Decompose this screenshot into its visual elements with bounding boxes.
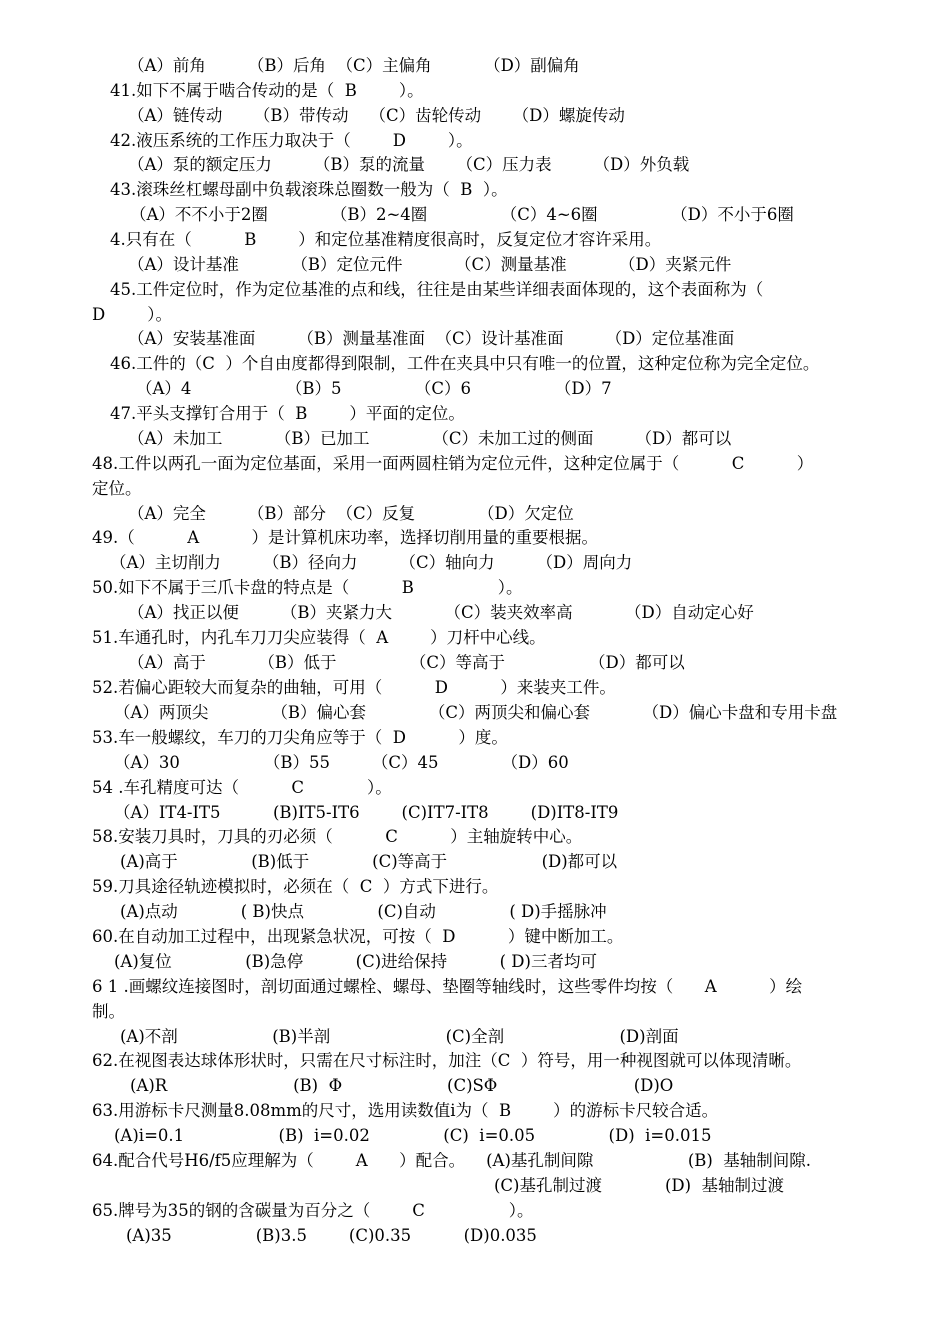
question-47: 47.平头支撑钉合用于（ B ）平面的定位。: [110, 404, 465, 423]
options-q42: （A）泵的额定压力 （B）泵的流量 （C）压力表 （D）外负载: [128, 155, 690, 174]
question-43: 43.滚珠丝杠螺母副中负载滚珠总圈数一般为（ B ）。: [110, 180, 508, 199]
question-60: 60.在自动加工过程中，出现紧急状况，可按（ D ）键中断加工。: [92, 927, 624, 946]
options-q51: （A）高于 （B）低于 （C）等高于 （D）都可以: [128, 653, 685, 672]
question-61-cont: 制。: [92, 1002, 125, 1021]
options-q47: （A）未加工 （B）已加工 （C）未加工过的侧面 （D）都可以: [128, 429, 732, 448]
question-63: 63.用游标卡尺测量8.08mm的尺寸，选用读数值i为（ B ）的游标卡尺较合适。: [92, 1101, 719, 1120]
options-q50: （A）找正以便 （B）夹紧力大 （C）装夹效率高 （D）自动定心好: [128, 603, 754, 622]
options-q46: （A）4 （B）5 （C）6 （D）7: [136, 379, 612, 398]
question-41: 41.如下不属于啮合传动的是（ B ）。: [110, 81, 424, 100]
options-q60: (A)复位 (B)急停 (C)进给保持 ( D)三者均可: [114, 952, 597, 971]
options-q40: （A）前角 （B）后角 （C）主偏角 （D）副偏角: [128, 56, 580, 75]
options-q58: (A)高于 (B)低于 (C)等高于 (D)都可以: [120, 852, 618, 871]
question-45: 45.工件定位时，作为定位基准的点和线，往往是由某些详细表面体现的，这个表面称为（: [110, 280, 764, 299]
question-42: 42.液压系统的工作压力取决于（ D ）。: [110, 131, 473, 150]
options-q43: （A）不不小于2圈 （B）2~4圈 （C）4~6圈 （D）不小于6圈: [130, 205, 794, 224]
options-q41: （A）链传动 （B）带传动 （C）齿轮传动 （D）螺旋传动: [128, 106, 625, 125]
question-46: 46.工件的（C ）个自由度都得到限制，工件在夹具中只有唯一的位置，这种定位称为完全定位。: [110, 354, 820, 373]
question-49: 49.（ A ）是计算机床功率，选择切削用量的重要根据。: [92, 528, 599, 547]
question-51: 51.车通孔时，内孔车刀刀尖应装得（ A ）刀杆中心线。: [92, 628, 546, 647]
options-q53: （A）30 （B）55 （C）45 （D）60: [114, 753, 569, 772]
options-q48: （A）完全 （B）部分 （C）反复 （D）欠定位: [128, 504, 574, 523]
options-q63: (A)i=0.1 (B) i=0.02 (C) i=0.05 (D) i=0.015: [114, 1126, 712, 1145]
question-45-cont: D ）。: [92, 305, 172, 324]
question-59: 59.刀具途径轨迹模拟时，必须在（ C ）方式下进行。: [92, 877, 499, 896]
question-50: 50.如下不属于三爪卡盘的特点是（ B ）。: [92, 578, 523, 597]
question-44: 4.只有在（ B ）和定位基准精度很高时，反复定位才容许采用。: [110, 230, 662, 249]
options-q62: (A)R (B) Φ (C)SΦ (D)O: [130, 1076, 674, 1095]
question-64: 64.配合代号H6/f5应理解为（ A ）配合。 (A)基孔制间隙 (B) 基轴制间隙.: [92, 1151, 812, 1170]
options-q52: （A）两顶尖 （B）偏心套 （C）两顶尖和偏心套 （D）偏心卡盘和专用卡盘: [114, 703, 838, 722]
options-q65: (A)35 (B)3.5 (C)0.35 (D)0.035: [126, 1226, 537, 1245]
question-58: 58.安装刀具时，刀具的刃必须（ C ）主轴旋转中心。: [92, 827, 583, 846]
options-q64-cont: (C)基孔制过渡 (D) 基轴制过渡: [494, 1176, 785, 1195]
options-q45: （A）安装基准面 （B）测量基准面 （C）设计基准面 （D）定位基准面: [128, 329, 735, 348]
question-48: 48.工件以两孔一面为定位基面，采用一面两圆柱销为定位元件，这种定位属于（ C ）: [92, 454, 814, 473]
question-62: 62.在视图表达球体形状时，只需在尺寸标注时，加注（C ）符号，用一种视图就可以体现清晰。: [92, 1051, 802, 1070]
options-q54: （A）IT4-IT5 (B)IT5-IT6 (C)IT7-IT8 (D)IT8-IT9: [114, 803, 619, 822]
question-48-cont: 定位。: [92, 479, 142, 498]
question-53: 53.车一般螺纹，车刀的刀尖角应等于（ D ）度。: [92, 728, 508, 747]
options-q44: （A）设计基准 （B）定位元件 （C）测量基准 （D）夹紧元件: [128, 255, 732, 274]
question-54: 54 .车孔精度可达（ C ）。: [92, 778, 392, 797]
question-61: 6 1 .画螺纹连接图时，剖切面通过螺栓、螺母、垫圈等轴线时，这些零件均按（ A ）绘: [92, 977, 803, 996]
options-q49: （A）主切削力 （B）径向力 （C）轴向力 （D）周向力: [110, 553, 633, 572]
question-52: 52.若偏心距较大而复杂的曲轴，可用（ D ）来装夹工件。: [92, 678, 616, 697]
options-q61: (A)不剖 (B)半剖 (C)全剖 (D)剖面: [120, 1027, 679, 1046]
question-65: 65.牌号为35的钢的含碳量为百分之（ C ）。: [92, 1201, 534, 1220]
options-q59: (A)点动 ( B)快点 (C)自动 ( D)手摇脉冲: [120, 902, 607, 921]
